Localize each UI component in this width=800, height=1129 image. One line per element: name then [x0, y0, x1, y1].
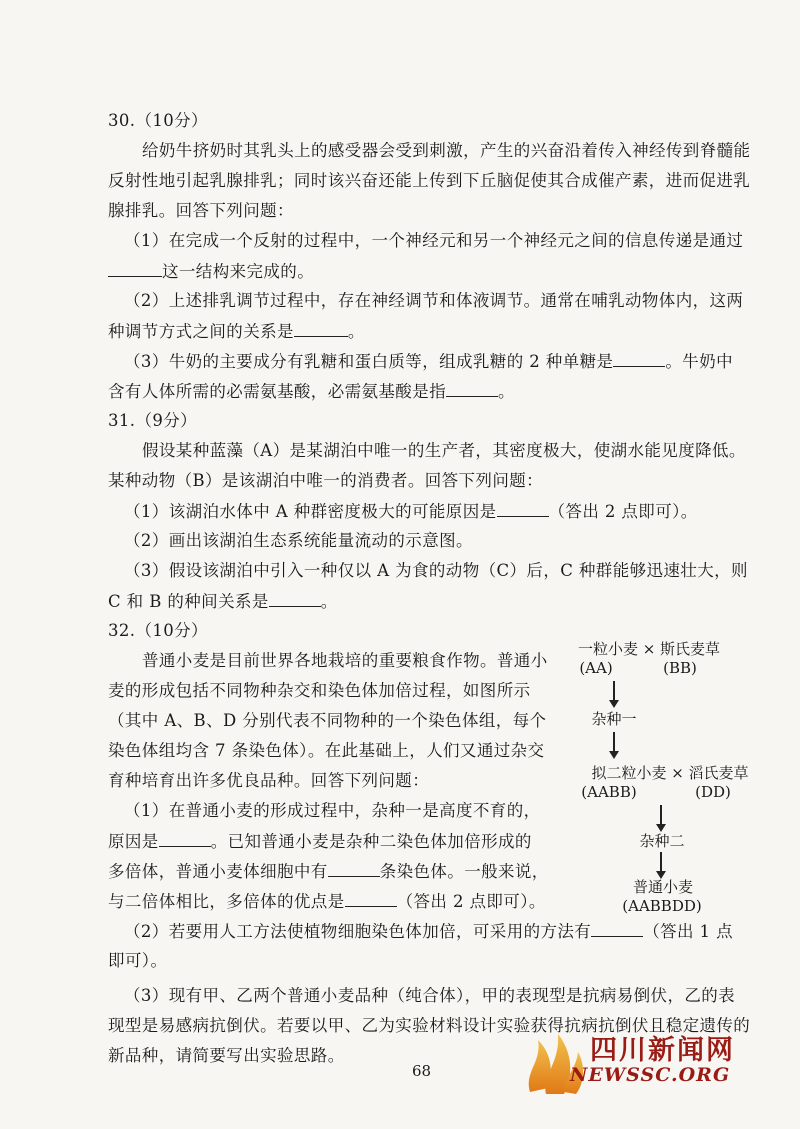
arrow-down-icon: [660, 852, 662, 872]
q32-part2-line1: （2）若要用人工方法使植物细胞染色体加倍，可采用的方法有 （答出 1 点: [124, 922, 733, 941]
q30-part2-line1: （2）上述排乳调节过程中，存在神经调节和体液调节。通常在哺乳动物体内，这两: [124, 291, 744, 310]
q31-part3-line2: C 和 B 的种间关系是 。: [108, 592, 338, 611]
q32-part1-line4: 与二倍体相比，多倍体的优点是 （答出 2 点即可）。: [108, 892, 546, 911]
q31-part2: （2）画出该湖泊生态系统能量流动的示意图。: [124, 531, 473, 550]
q30-intro-line1: 给奶牛挤奶时其乳头上的感受器会受到刺激，产生的兴奋沿着传入神经传到脊髓能: [142, 141, 751, 160]
diagram-hybrid1: 杂种一: [591, 710, 637, 728]
q30-intro-line3: 腺排乳。回答下列问题：: [108, 201, 294, 220]
answer-blank[interactable]: [345, 890, 397, 907]
answer-blank[interactable]: [328, 860, 380, 877]
q30-part3-line2: 含有人体所需的必需氨基酸，必需氨基酸是指 。: [108, 382, 515, 401]
flame-logo-icon: [520, 1022, 590, 1102]
q31-header: 31.（9分）: [108, 411, 198, 430]
diagram-genome-dd: (DD): [695, 783, 731, 801]
answer-blank[interactable]: [269, 590, 321, 607]
q30-header: 30.（10分）: [108, 111, 208, 130]
arrow-down-icon: [613, 732, 615, 752]
answer-blank[interactable]: [159, 830, 211, 847]
answer-blank[interactable]: [613, 350, 665, 367]
answer-blank[interactable]: [108, 260, 162, 277]
logo-text-chinese: 四川新闻网: [590, 1035, 735, 1066]
q32-header: 32.（10分）: [108, 621, 208, 640]
diagram-genome-aabbdd: (AABBDD): [622, 897, 702, 915]
arrow-down-icon: [613, 681, 615, 701]
q30-part1-line1: （1）在完成一个反射的过程中，一个神经元和另一个神经元之间的信息传递是通过: [124, 231, 744, 250]
q32-part3-line1: （3）现有甲、乙两个普通小麦品种（纯合体），甲的表现型是抗病易倒伏，乙的表: [124, 986, 736, 1005]
q32-intro-line1: 普通小麦是目前世界各地栽培的重要粮食作物。普通小: [142, 651, 548, 670]
answer-blank[interactable]: [591, 920, 643, 937]
diagram-final-wheat: 普通小麦: [632, 878, 693, 896]
q32-part1-line1: （1）在普通小麦的形成过程中，杂种一是高度不育的，: [124, 801, 541, 820]
diagram-cross2: 拟二粒小麦 × 滔氏麦草: [591, 764, 749, 782]
q32-part2-line2: 即可）。: [108, 951, 168, 970]
q31-part1: （1）该湖泊水体中 A 种群密度极大的可能原因是 （答出 2 点即可）。: [124, 502, 698, 521]
answer-blank[interactable]: [446, 380, 498, 397]
page-number: 68: [412, 1062, 432, 1080]
q31-part3-line1: （3）假设该湖泊中引入一种仅以 A 为食的动物（C）后，C 种群能够迅速壮大，则: [124, 561, 748, 580]
q30-part3-line1: （3）牛奶的主要成分有乳糖和蛋白质等，组成乳糖的 2 种单糖是 。牛奶中: [124, 352, 733, 371]
answer-blank[interactable]: [497, 500, 549, 517]
diagram-genome-bb: (BB): [663, 659, 697, 677]
diagram-genome-aabb: (AABB): [581, 783, 637, 801]
q32-intro-line4: 染色体组均含 7 条染色体）。在此基础上，人们又通过杂交: [108, 741, 545, 760]
arrow-down-icon: [660, 805, 662, 825]
newssc-logo: [520, 1022, 790, 1102]
logo-text-english: NEWSSC.ORG: [570, 1064, 731, 1086]
q32-intro-line5: 育种培育出许多优良品种。回答下列问题：: [108, 771, 430, 790]
q31-intro-line2: 某种动物（B）是该湖泊中唯一的消费者。回答下列问题：: [108, 471, 544, 490]
q32-part3-line3: 新品种，请简要写出实验思路。: [108, 1046, 345, 1065]
diagram-genome-aa: (AA): [579, 659, 613, 677]
q30-intro-line2: 反射性地引起乳腺排乳；同时该兴奋还能上传到下丘脑促使其合成催产素，进而促进乳: [108, 171, 751, 190]
q30-part1-line2: 这一结构来完成的。: [108, 260, 314, 283]
diagram-hybrid2: 杂种二: [639, 832, 685, 850]
q31-intro-line1: 假设某种蓝藻（A）是某湖泊中唯一的生产者，其密度极大，使湖水能见度降低。: [142, 441, 746, 460]
q30-part2-line2: 种调节方式之间的关系是 。: [108, 322, 365, 341]
q32-intro-line2: 麦的形成包括不同物种杂交和染色体加倍过程，如图所示: [108, 681, 531, 700]
q32-part1-line2: 原因是 。已知普通小麦是杂种二染色体加倍形成的: [108, 832, 532, 851]
answer-blank[interactable]: [294, 320, 348, 337]
diagram-cross1: 一粒小麦 × 斯氏麦草: [577, 640, 721, 658]
q32-intro-line3: （其中 A、B、D 分别代表不同物种的一个染色体组，每个: [108, 711, 547, 730]
q32-part3-line2: 现型是易感病抗倒伏。若要以甲、乙为实验材料设计实验获得抗病抗倒伏且稳定遗传的: [108, 1016, 751, 1035]
q32-part1-line3: 多倍体，普通小麦体细胞中有 条染色体。一般来说，: [108, 862, 549, 881]
